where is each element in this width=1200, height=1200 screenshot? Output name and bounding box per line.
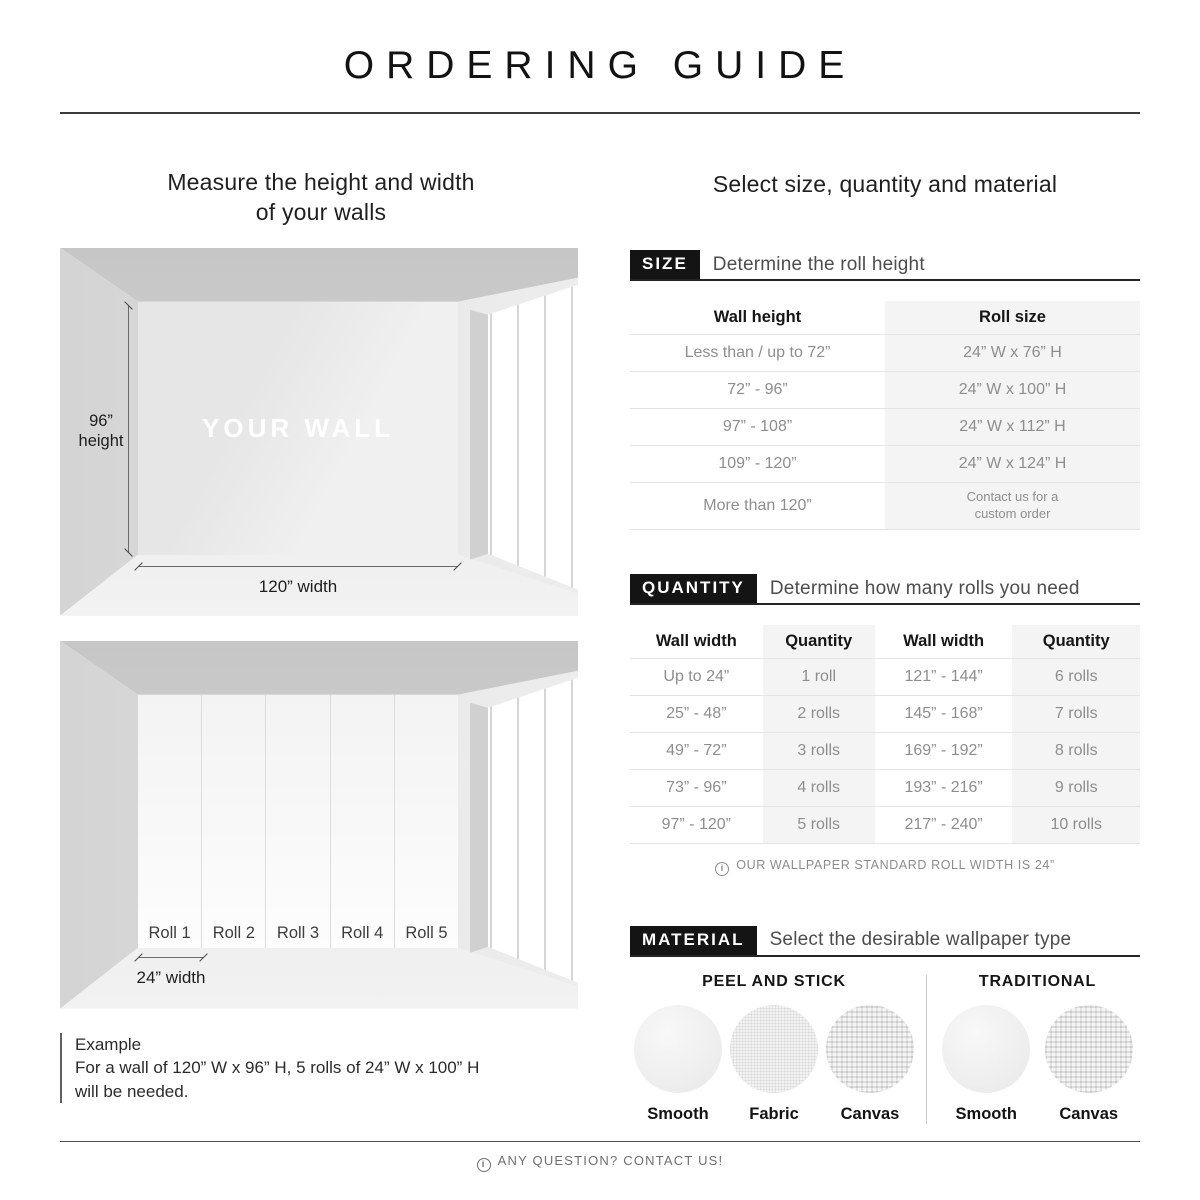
roll-width-dimension-line xyxy=(138,957,204,958)
wallpaper-roll-panel xyxy=(138,695,202,948)
roll-label: Roll 2 xyxy=(212,923,255,942)
roll-label: Roll 5 xyxy=(405,923,448,942)
material-section-header xyxy=(630,926,1140,957)
info-icon: i xyxy=(477,1158,491,1172)
wall-width-cell: 49” - 72” xyxy=(630,733,763,770)
swatch-row xyxy=(630,1005,918,1124)
wallpaper-roll-panel xyxy=(266,695,330,948)
size-subtitle: Determine the roll height xyxy=(712,253,925,275)
size-section xyxy=(630,250,1140,530)
contact-us-text: Contact us for a custom order xyxy=(966,489,1059,522)
wall-width-cell: 97” - 120” xyxy=(630,807,763,844)
your-wall-label: YOUR WALL xyxy=(202,412,394,443)
wallpaper-roll-panel xyxy=(395,695,458,948)
roll-label: Roll 4 xyxy=(341,923,384,942)
material-badge: MATERIAL xyxy=(630,926,757,955)
table-row xyxy=(630,770,1140,807)
select-heading: Select size, quantity and material xyxy=(712,171,1058,197)
wall-width-cell: 121” - 144” xyxy=(875,659,1013,696)
quantity-cell: 7 rolls xyxy=(1012,696,1140,733)
page-header xyxy=(0,0,1200,114)
table-row xyxy=(630,372,1140,409)
table-row xyxy=(630,409,1140,446)
wall-width-cell: 73” - 96” xyxy=(630,770,763,807)
roll-size-cell: 24” W x 100” H xyxy=(885,372,1140,409)
material-group-divider xyxy=(926,975,927,1124)
quantity-cell: 2 rolls xyxy=(763,696,875,733)
quantity-table xyxy=(630,625,1140,844)
col-header-wall-height: Wall height xyxy=(630,301,885,335)
measure-heading-line2: of your walls xyxy=(255,199,387,226)
traditional-group xyxy=(935,973,1140,1124)
width-dimension-label: 120” width xyxy=(258,576,338,596)
quantity-cell: 3 rolls xyxy=(763,733,875,770)
col-header-wall-width: Wall width xyxy=(875,625,1013,659)
swatch-label: Canvas xyxy=(1059,1104,1119,1123)
wall-height-cell: 109” - 120” xyxy=(630,446,885,483)
roll-size-cell: 24” W x 76” H xyxy=(885,335,1140,372)
size-badge: SIZE xyxy=(630,250,700,279)
material-option-canvas xyxy=(1045,1005,1133,1124)
measure-column xyxy=(60,114,582,1124)
peel-and-stick-group xyxy=(630,973,918,1124)
table-row xyxy=(630,446,1140,483)
quantity-badge: QUANTITY xyxy=(630,574,757,603)
example-note xyxy=(60,1033,582,1103)
height-dimension-label xyxy=(64,411,138,452)
wall-height-cell: 72” - 96” xyxy=(630,372,885,409)
wall-height-cell: 97” - 108” xyxy=(630,409,885,446)
height-value: 96” xyxy=(89,411,113,430)
quantity-cell: 1 roll xyxy=(763,659,875,696)
col-header-quantity: Quantity xyxy=(763,625,875,659)
quantity-cell: 6 rolls xyxy=(1012,659,1140,696)
material-section xyxy=(630,926,1140,1124)
fabric-texture-swatch xyxy=(730,1005,818,1093)
width-dimension-line xyxy=(138,566,458,567)
group-name: TRADITIONAL xyxy=(978,972,1097,990)
swatch-row xyxy=(935,1005,1140,1124)
quantity-subtitle: Determine how many rolls you need xyxy=(769,577,1080,599)
swatch-label: Smooth xyxy=(955,1104,1017,1123)
material-option-smooth xyxy=(634,1005,722,1124)
select-column xyxy=(630,114,1140,1124)
group-name: PEEL AND STICK xyxy=(702,972,846,990)
size-table xyxy=(630,301,1140,530)
room-illustration-rolls xyxy=(60,641,578,1009)
material-option-fabric xyxy=(730,1005,818,1124)
roll-label: Roll 3 xyxy=(276,923,320,942)
roll-width-note-text: OUR WALLPAPER STANDARD ROLL WIDTH IS 24” xyxy=(736,858,1055,873)
table-row xyxy=(630,733,1140,770)
wallpaper-roll-panel xyxy=(331,695,395,948)
example-title: Example xyxy=(75,1034,142,1054)
roll-label: Roll 1 xyxy=(148,923,191,942)
wall-height-cell: Less than / up to 72” xyxy=(630,335,885,372)
your-wall xyxy=(138,302,458,555)
footer xyxy=(60,1141,1140,1172)
measure-heading-line1: Measure the height and width xyxy=(167,169,475,195)
table-row xyxy=(630,335,1140,372)
info-icon: i xyxy=(715,862,729,876)
smooth-texture-swatch xyxy=(942,1005,1030,1093)
wallpaper-roll-panel xyxy=(202,695,266,948)
canvas-texture-swatch xyxy=(1045,1005,1133,1093)
roll-width-dimension-label: 24” width xyxy=(136,967,206,987)
wall-width-cell: 25” - 48” xyxy=(630,696,763,733)
material-subtitle: Select the desirable wallpaper type xyxy=(769,929,1072,951)
smooth-texture-swatch xyxy=(634,1005,722,1093)
content-columns xyxy=(0,114,1200,1124)
quantity-cell: 8 rolls xyxy=(1012,733,1140,770)
roll-size-cell xyxy=(885,483,1140,530)
page-title: ORDERING GUIDE xyxy=(343,44,857,87)
roll-width-note xyxy=(630,858,1140,876)
table-row xyxy=(630,696,1140,733)
swatch-label: Smooth xyxy=(647,1104,709,1123)
col-header-quantity: Quantity xyxy=(1012,625,1140,659)
footer-text: ANY QUESTION? CONTACT US! xyxy=(497,1153,724,1168)
canvas-texture-swatch xyxy=(826,1005,914,1093)
roll-size-cell: 24” W x 124” H xyxy=(885,446,1140,483)
wall-width-cell: 169” - 192” xyxy=(875,733,1013,770)
measure-heading xyxy=(60,167,582,228)
table-row xyxy=(630,659,1140,696)
roll-size-cell: 24” W x 112” H xyxy=(885,409,1140,446)
col-header-wall-width: Wall width xyxy=(630,625,763,659)
example-line1: For a wall of 120” W x 96” H, 5 rolls of 24” W x 100” H xyxy=(75,1058,480,1078)
table-header-row xyxy=(630,301,1140,335)
wall-width-cell: 193” - 216” xyxy=(875,770,1013,807)
size-section-header xyxy=(630,250,1140,281)
wall-width-cell: 145” - 168” xyxy=(875,696,1013,733)
swatch-label: Canvas xyxy=(840,1104,900,1123)
example-line2: will be needed. xyxy=(75,1081,189,1101)
material-option-canvas xyxy=(826,1005,914,1124)
wall-width-cell: Up to 24” xyxy=(630,659,763,696)
room-illustration-measure xyxy=(60,248,578,616)
quantity-cell: 5 rolls xyxy=(763,807,875,844)
quantity-section-header xyxy=(630,574,1140,605)
col-header-roll-size: Roll size xyxy=(885,301,1140,335)
swatch-label: Fabric xyxy=(749,1104,799,1123)
wall-width-cell: 217” - 240” xyxy=(875,807,1013,844)
height-word: height xyxy=(78,432,124,451)
wall-height-cell: More than 120” xyxy=(630,483,885,530)
quantity-cell: 9 rolls xyxy=(1012,770,1140,807)
quantity-cell: 4 rolls xyxy=(763,770,875,807)
quantity-cell: 10 rolls xyxy=(1012,807,1140,844)
material-option-smooth xyxy=(942,1005,1030,1124)
table-row xyxy=(630,483,1140,530)
table-row xyxy=(630,807,1140,844)
table-header-row xyxy=(630,625,1140,659)
wallpapered-wall xyxy=(138,695,458,948)
material-groups xyxy=(630,973,1140,1124)
quantity-section xyxy=(630,574,1140,876)
